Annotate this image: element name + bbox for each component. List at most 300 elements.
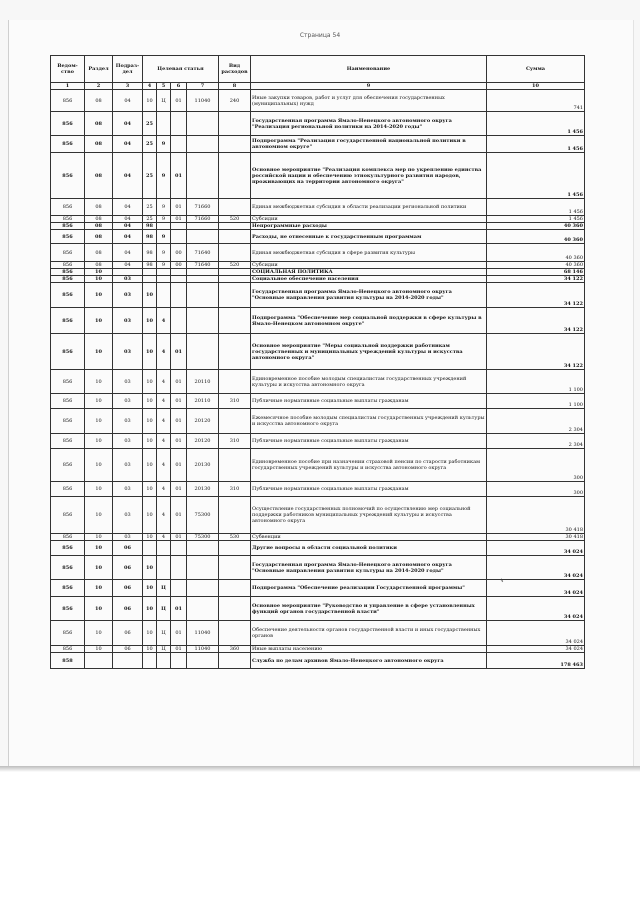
sum-cell: 34 122 <box>487 334 585 370</box>
sum-cell: 34 024 <box>487 646 585 653</box>
cs-program-cell: 25 <box>143 199 157 216</box>
cs-program-cell <box>143 276 157 283</box>
col-num: 10 <box>487 83 585 90</box>
cs-direction-cell <box>187 230 219 244</box>
cs-subprogram-cell: Ц <box>157 580 171 597</box>
podrazdel-cell: 06 <box>113 597 143 621</box>
sum-cell: 34 024 <box>487 580 585 597</box>
cs-direction-cell: 71640 <box>187 244 219 262</box>
vedomstvo-cell: 856 <box>51 262 85 269</box>
sum-cell: 178 463 <box>487 653 585 669</box>
vedomstvo-cell: 856 <box>51 434 85 449</box>
cs-direction-cell: 75300 <box>187 534 219 541</box>
cs-direction-cell <box>187 334 219 370</box>
cs-program-cell: 98 <box>143 230 157 244</box>
table-row <box>51 112 585 136</box>
podrazdel-cell <box>113 653 143 669</box>
name-cell: Иные закупки товаров, работ и услуг для обеспечения государственных (муниципальных) нужд <box>251 90 487 112</box>
podrazdel-cell: 03 <box>113 394 143 409</box>
cs-direction-cell: 71660 <box>187 216 219 223</box>
vedomstvo-cell: 856 <box>51 244 85 262</box>
razdel-cell: 08 <box>85 244 113 262</box>
cs-event-cell <box>171 283 187 308</box>
cs-subprogram-cell: Ц <box>157 597 171 621</box>
cs-event-cell: 01 <box>171 597 187 621</box>
table-row <box>51 482 585 497</box>
cs-direction-cell: 20130 <box>187 449 219 482</box>
vid-rashodov-cell: 530 <box>219 534 251 541</box>
table-row <box>51 370 585 394</box>
table-row <box>51 136 585 153</box>
sum-cell: 1 456 <box>487 216 585 223</box>
vedomstvo-cell: 856 <box>51 276 85 283</box>
cs-event-cell <box>171 112 187 136</box>
vid-rashodov-cell: 310 <box>219 394 251 409</box>
table-row <box>51 199 585 216</box>
col-num: 8 <box>219 83 251 90</box>
cs-event-cell <box>171 541 187 556</box>
cs-subprogram-cell <box>157 653 171 669</box>
cs-subprogram-cell <box>157 269 171 276</box>
cs-program-cell: 98 <box>143 223 157 230</box>
vid-rashodov-cell <box>219 136 251 153</box>
cs-direction-cell <box>187 308 219 334</box>
table-row <box>51 223 585 230</box>
podrazdel-cell: 03 <box>113 434 143 449</box>
col-num: 9 <box>251 83 487 90</box>
vid-rashodov-cell <box>219 621 251 646</box>
name-cell: Основное мероприятие "Меры социальной поддержки работникам государственных и муниципальных учреждений культуры и искусства автономного округа" <box>251 334 487 370</box>
sum-cell: 34 024 <box>487 597 585 621</box>
razdel-cell: 10 <box>85 449 113 482</box>
cs-direction-cell <box>187 136 219 153</box>
name-cell: Подпрограмма "Обеспечение мер социальной поддержки в сфере культуры в Ямало-Ненецком автономном округе" <box>251 308 487 334</box>
name-cell: Основное мероприятие "Реализация комплекса мер по укреплению единства российской нации и обеспечению этнокультурного развития народов, проживающих на территории автономного округа" <box>251 153 487 199</box>
cs-event-cell: 00 <box>171 262 187 269</box>
col-num: 7 <box>187 83 219 90</box>
vedomstvo-cell: 856 <box>51 597 85 621</box>
name-cell: Единая межбюджетная субсидия в области реализации региональной политики <box>251 199 487 216</box>
table-row <box>51 646 585 653</box>
vid-rashodov-cell <box>219 334 251 370</box>
vedomstvo-cell: 856 <box>51 646 85 653</box>
podrazdel-cell <box>113 269 143 276</box>
table-row <box>51 556 585 580</box>
vid-rashodov-cell <box>219 653 251 669</box>
col-num: 5 <box>157 83 171 90</box>
cs-subprogram-cell <box>157 556 171 580</box>
razdel-cell: 08 <box>85 90 113 112</box>
sum-cell: 40 360 <box>487 223 585 230</box>
vedomstvo-cell: 856 <box>51 482 85 497</box>
cs-subprogram-cell: 9 <box>157 153 171 199</box>
vedomstvo-cell: 856 <box>51 370 85 394</box>
podrazdel-cell: 03 <box>113 276 143 283</box>
cs-subprogram-cell: 9 <box>157 199 171 216</box>
cs-direction-cell: 71640 <box>187 262 219 269</box>
podrazdel-cell: 03 <box>113 334 143 370</box>
razdel-cell: 10 <box>85 597 113 621</box>
table-row <box>51 216 585 223</box>
header-vid-rashodov: Вид расходов <box>219 56 251 83</box>
razdel-cell: 10 <box>85 308 113 334</box>
cs-subprogram-cell: 9 <box>157 216 171 223</box>
vedomstvo-cell: 856 <box>51 153 85 199</box>
cs-subprogram-cell: Ц <box>157 621 171 646</box>
cs-program-cell: 10 <box>143 534 157 541</box>
cs-event-cell: 01 <box>171 534 187 541</box>
razdel-cell: 10 <box>85 394 113 409</box>
cs-event-cell: 01 <box>171 409 187 434</box>
cs-program-cell: 25 <box>143 153 157 199</box>
razdel-cell: 10 <box>85 283 113 308</box>
name-cell: Социальное обеспечение населения <box>251 276 487 283</box>
cs-event-cell: 01 <box>171 434 187 449</box>
podrazdel-cell: 04 <box>113 244 143 262</box>
cs-event-cell <box>171 136 187 153</box>
vedomstvo-cell: 856 <box>51 497 85 534</box>
podrazdel-cell: 03 <box>113 283 143 308</box>
vedomstvo-cell: 856 <box>51 90 85 112</box>
table-row <box>51 334 585 370</box>
vedomstvo-cell: 858 <box>51 653 85 669</box>
name-cell: Ежемесячное пособие молодым специалистам государственных учреждений культуры и искусства автономного округа <box>251 409 487 434</box>
podrazdel-cell: 04 <box>113 223 143 230</box>
cs-subprogram-cell <box>157 283 171 308</box>
cs-program-cell: 98 <box>143 262 157 269</box>
sum-cell: 40 360 <box>487 244 585 262</box>
name-cell: СОЦИАЛЬНАЯ ПОЛИТИКА <box>251 269 487 276</box>
cs-event-cell: 01 <box>171 199 187 216</box>
header-vedomstvo: Ведом-ство <box>51 56 85 83</box>
cs-subprogram-cell: 4 <box>157 370 171 394</box>
page-label: Страница 54 <box>299 32 341 39</box>
budget-table <box>50 55 585 669</box>
vid-rashodov-cell <box>219 308 251 334</box>
vedomstvo-cell: 856 <box>51 449 85 482</box>
table-row <box>51 497 585 534</box>
vedomstvo-cell: 856 <box>51 409 85 434</box>
vedomstvo-cell: 856 <box>51 308 85 334</box>
cs-direction-cell <box>187 597 219 621</box>
table-row <box>51 244 585 262</box>
name-cell: Государственная программа Ямало-Ненецкого автономного округа "Реализация региональной политики на 2014-2020 годы" <box>251 112 487 136</box>
col-num: 6 <box>171 83 187 90</box>
name-cell: Служба по делам архивов Ямало-Ненецкого автономного округа <box>251 653 487 669</box>
cs-program-cell <box>143 653 157 669</box>
cs-program-cell: 10 <box>143 449 157 482</box>
cs-subprogram-cell: 4 <box>157 482 171 497</box>
cs-direction-cell <box>187 580 219 597</box>
vid-rashodov-cell <box>219 269 251 276</box>
name-cell: Государственная программа Ямало-Ненецкого автономного округа "Основные направления развития культуры на 2014-2020 годы" <box>251 283 487 308</box>
podrazdel-cell: 06 <box>113 621 143 646</box>
cs-program-cell: 25 <box>143 216 157 223</box>
podrazdel-cell: 04 <box>113 216 143 223</box>
vid-rashodov-cell: 240 <box>219 90 251 112</box>
cs-event-cell: 01 <box>171 646 187 653</box>
vedomstvo-cell: 856 <box>51 534 85 541</box>
table-row <box>51 262 585 269</box>
cs-program-cell: 10 <box>143 394 157 409</box>
cs-program-cell: 10 <box>143 308 157 334</box>
vedomstvo-cell: 856 <box>51 580 85 597</box>
cs-program-cell: 10 <box>143 283 157 308</box>
pen-mark: ↯ <box>500 578 505 584</box>
cs-program-cell <box>143 269 157 276</box>
cs-program-cell: 25 <box>143 136 157 153</box>
cs-subprogram-cell: 9 <box>157 262 171 269</box>
vedomstvo-cell: 856 <box>51 541 85 556</box>
razdel-cell: 08 <box>85 216 113 223</box>
cs-event-cell <box>171 580 187 597</box>
cs-subprogram-cell <box>157 223 171 230</box>
sum-cell: 30 418 <box>487 497 585 534</box>
podrazdel-cell: 03 <box>113 409 143 434</box>
razdel-cell: 10 <box>85 370 113 394</box>
sum-cell: 1 456 <box>487 136 585 153</box>
vid-rashodov-cell <box>219 112 251 136</box>
razdel-cell: 08 <box>85 136 113 153</box>
name-cell: Публичные нормативные социальные выплаты гражданам <box>251 482 487 497</box>
vid-rashodov-cell <box>219 276 251 283</box>
cs-direction-cell: 71660 <box>187 199 219 216</box>
cs-direction-cell: 11040 <box>187 621 219 646</box>
cs-subprogram-cell <box>157 541 171 556</box>
vid-rashodov-cell <box>219 244 251 262</box>
sum-cell: 1 100 <box>487 394 585 409</box>
vedomstvo-cell: 856 <box>51 269 85 276</box>
cs-event-cell <box>171 653 187 669</box>
sum-cell: 40 360 <box>487 262 585 269</box>
razdel-cell: 10 <box>85 621 113 646</box>
cs-event-cell <box>171 223 187 230</box>
cs-direction-cell: 20120 <box>187 409 219 434</box>
sum-cell: 300 <box>487 449 585 482</box>
razdel-cell: 08 <box>85 153 113 199</box>
cs-program-cell: 10 <box>143 482 157 497</box>
cs-direction-cell: 20130 <box>187 482 219 497</box>
cs-subprogram-cell: Ц <box>157 646 171 653</box>
cs-program-cell: 10 <box>143 646 157 653</box>
table-row <box>51 449 585 482</box>
cs-direction-cell <box>187 541 219 556</box>
podrazdel-cell: 06 <box>113 556 143 580</box>
sum-cell: 34 024 <box>487 621 585 646</box>
vedomstvo-cell: 856 <box>51 556 85 580</box>
cs-direction-cell: 11040 <box>187 646 219 653</box>
cs-program-cell: 10 <box>143 370 157 394</box>
cs-direction-cell: 20110 <box>187 394 219 409</box>
sum-cell: 34 024 <box>487 556 585 580</box>
column-number-row <box>51 83 585 90</box>
cs-program-cell: 10 <box>143 409 157 434</box>
vid-rashodov-cell: 310 <box>219 482 251 497</box>
razdel-cell: 10 <box>85 276 113 283</box>
cs-direction-cell <box>187 276 219 283</box>
cs-direction-cell: 75300 <box>187 497 219 534</box>
cs-subprogram-cell: 4 <box>157 497 171 534</box>
sum-cell: 34 024 <box>487 541 585 556</box>
cs-event-cell <box>171 230 187 244</box>
vid-rashodov-cell <box>219 153 251 199</box>
cs-subprogram-cell: 4 <box>157 534 171 541</box>
podrazdel-cell: 04 <box>113 262 143 269</box>
vedomstvo-cell: 856 <box>51 394 85 409</box>
cs-event-cell <box>171 308 187 334</box>
name-cell: Подпрограмма "Обеспечение реализации Государственной программы" <box>251 580 487 597</box>
razdel-cell: 10 <box>85 497 113 534</box>
vedomstvo-cell: 856 <box>51 621 85 646</box>
razdel-cell: 10 <box>85 434 113 449</box>
sum-cell: 1 100 <box>487 370 585 394</box>
cs-event-cell <box>171 556 187 580</box>
podrazdel-cell: 03 <box>113 449 143 482</box>
table-header-row <box>51 56 585 83</box>
podrazdel-cell: 04 <box>113 136 143 153</box>
sum-cell: 1 456 <box>487 112 585 136</box>
podrazdel-cell: 06 <box>113 646 143 653</box>
cs-program-cell: 10 <box>143 556 157 580</box>
cs-subprogram-cell: 9 <box>157 230 171 244</box>
vid-rashodov-cell <box>219 409 251 434</box>
sum-cell: 1 456 <box>487 153 585 199</box>
name-cell: Подпрограмма "Реализация государственной национальной политики в автономном округе" <box>251 136 487 153</box>
vid-rashodov-cell: 310 <box>219 434 251 449</box>
table-row <box>51 308 585 334</box>
header-podrazdel: Подраз-дел <box>113 56 143 83</box>
razdel-cell: 08 <box>85 223 113 230</box>
cs-direction-cell <box>187 653 219 669</box>
vid-rashodov-cell <box>219 580 251 597</box>
col-num: 4 <box>143 83 157 90</box>
cs-event-cell: 00 <box>171 244 187 262</box>
cs-event-cell: 01 <box>171 482 187 497</box>
razdel-cell: 10 <box>85 269 113 276</box>
podrazdel-cell: 04 <box>113 199 143 216</box>
cs-direction-cell <box>187 153 219 199</box>
cs-event-cell: 01 <box>171 370 187 394</box>
vedomstvo-cell: 856 <box>51 199 85 216</box>
table-row <box>51 394 585 409</box>
name-cell: Единовременное пособие молодым специалистам государственных учреждений культуры и искусства автономного округа <box>251 370 487 394</box>
vid-rashodov-cell: 520 <box>219 216 251 223</box>
vid-rashodov-cell: 360 <box>219 646 251 653</box>
cs-program-cell: 10 <box>143 597 157 621</box>
cs-direction-cell <box>187 556 219 580</box>
table-row <box>51 653 585 669</box>
cs-subprogram-cell: 4 <box>157 449 171 482</box>
vedomstvo-cell: 856 <box>51 223 85 230</box>
sum-cell: 34 122 <box>487 283 585 308</box>
cs-direction-cell <box>187 223 219 230</box>
name-cell: Публичные нормативные социальные выплаты гражданам <box>251 434 487 449</box>
cs-event-cell: 01 <box>171 394 187 409</box>
cs-event-cell: 01 <box>171 90 187 112</box>
sum-cell: 2 304 <box>487 409 585 434</box>
cs-event-cell: 01 <box>171 497 187 534</box>
table-row <box>51 541 585 556</box>
sum-cell: 34 122 <box>487 308 585 334</box>
cs-subprogram-cell: 9 <box>157 136 171 153</box>
name-cell: Расходы, не отнесенные к государственным программам <box>251 230 487 244</box>
table-row <box>51 597 585 621</box>
razdel-cell: 10 <box>85 541 113 556</box>
cs-program-cell: 10 <box>143 90 157 112</box>
cs-direction-cell <box>187 283 219 308</box>
name-cell: Субсидии <box>251 216 487 223</box>
cs-event-cell <box>171 269 187 276</box>
scan-edge-shadow <box>0 766 640 772</box>
name-cell: Субсидии <box>251 262 487 269</box>
cs-program-cell: 25 <box>143 112 157 136</box>
razdel-cell: 10 <box>85 534 113 541</box>
name-cell: Публичные нормативные социальные выплаты гражданам <box>251 394 487 409</box>
podrazdel-cell: 03 <box>113 308 143 334</box>
sum-cell: 1 456 <box>487 199 585 216</box>
table-row <box>51 283 585 308</box>
vedomstvo-cell: 856 <box>51 334 85 370</box>
podrazdel-cell: 04 <box>113 90 143 112</box>
podrazdel-cell: 03 <box>113 497 143 534</box>
razdel-cell: 10 <box>85 556 113 580</box>
cs-program-cell: 98 <box>143 244 157 262</box>
cs-program-cell <box>143 541 157 556</box>
cs-program-cell: 10 <box>143 434 157 449</box>
name-cell: Единая межбюджетная субсидия в сфере развития культуры <box>251 244 487 262</box>
cs-program-cell: 10 <box>143 497 157 534</box>
cs-subprogram-cell: 4 <box>157 434 171 449</box>
name-cell: Осуществление государственных полномочий по осуществлению мер социальной поддержки работников муниципальных учреждений культуры и искусства автономного округа <box>251 497 487 534</box>
cs-subprogram-cell: 4 <box>157 409 171 434</box>
vedomstvo-cell: 856 <box>51 136 85 153</box>
razdel-cell: 08 <box>85 230 113 244</box>
sum-cell: 30 418 <box>487 534 585 541</box>
cs-event-cell: 01 <box>171 621 187 646</box>
name-cell: Государственная программа Ямало-Ненецкого автономного округа "Основные направления развития культуры на 2014-2020 годы" <box>251 556 487 580</box>
table-row <box>51 230 585 244</box>
razdel-cell: 10 <box>85 334 113 370</box>
razdel-cell: 08 <box>85 112 113 136</box>
sum-cell: 34 122 <box>487 276 585 283</box>
vid-rashodov-cell <box>219 541 251 556</box>
cs-event-cell: 01 <box>171 153 187 199</box>
vid-rashodov-cell: 520 <box>219 262 251 269</box>
razdel-cell: 10 <box>85 646 113 653</box>
table-row <box>51 90 585 112</box>
sum-cell: 68 146 <box>487 269 585 276</box>
table-row <box>51 276 585 283</box>
vid-rashodov-cell <box>219 230 251 244</box>
podrazdel-cell: 06 <box>113 580 143 597</box>
name-cell: Иные выплаты населению <box>251 646 487 653</box>
cs-direction-cell <box>187 269 219 276</box>
vid-rashodov-cell <box>219 199 251 216</box>
cs-subprogram-cell <box>157 112 171 136</box>
sum-cell: 2 304 <box>487 434 585 449</box>
name-cell: Основное мероприятие "Руководство и управление в сфере установленных функций органов государственной власти" <box>251 597 487 621</box>
razdel-cell: 10 <box>85 580 113 597</box>
sum-cell: 300 <box>487 482 585 497</box>
name-cell: Другие вопросы в области социальной политики <box>251 541 487 556</box>
table-row <box>51 409 585 434</box>
col-num: 1 <box>51 83 85 90</box>
vid-rashodov-cell <box>219 597 251 621</box>
cs-subprogram-cell: 9 <box>157 244 171 262</box>
cs-program-cell: 10 <box>143 334 157 370</box>
cs-subprogram-cell: 4 <box>157 334 171 370</box>
podrazdel-cell: 04 <box>113 112 143 136</box>
